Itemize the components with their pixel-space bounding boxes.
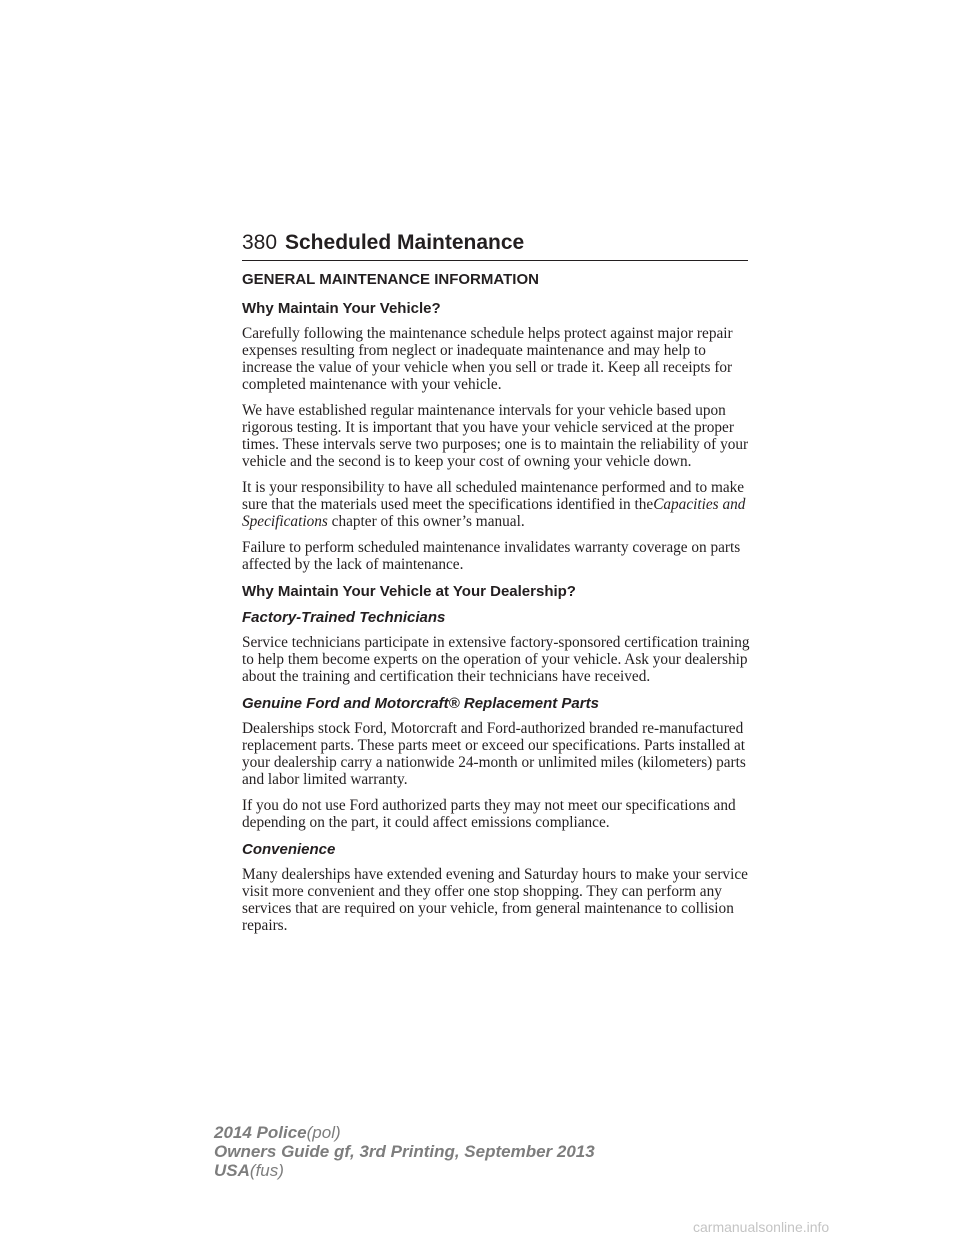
paragraph-4: Failure to perform scheduled maintenance invalidates warranty coverage on parts affected by the lack of maintenance.: [242, 539, 741, 573]
paragraph-8: Many dealerships have extended evening and Saturday hours to make your service visit more convenient and they offer one stop shopping. They can perform any services that are required on your vehicle, from general maintenance to collision repairs.: [242, 866, 748, 934]
footer-market-code: (fus): [249, 1161, 284, 1180]
paragraph-6: Dealerships stock Ford, Motorcraft and Ford-authorized branded re-manufactured replacement parts. These parts meet or exceed our specifications. Parts installed at your dealership carry a nationwide 24-month or unlimited miles (kilometers) parts and labor limited warranty.: [242, 720, 746, 788]
footer-line-3: [214, 1161, 595, 1180]
paragraph-3-start: It is your responsibility to have all scheduled maintenance performed and to make sure that the materials used meet the specifications identified in the: [242, 479, 745, 513]
print-footer: [214, 1123, 595, 1180]
paragraph-3: [242, 479, 752, 530]
section-title: GENERAL MAINTENANCE INFORMATION: [242, 271, 539, 288]
page-body: [242, 270, 752, 943]
heading-convenience: Convenience: [242, 841, 336, 858]
footer-model-code: (pol): [306, 1123, 341, 1142]
paragraph-1: Carefully following the maintenance schedule helps protect against major repair expenses resulting from neglect or inadequate maintenance and may help to increase the value of your vehicle when you sell or trade it. Keep all receipts for completed maintenance with your vehicle.: [242, 325, 733, 393]
footer-market: USA: [214, 1161, 250, 1180]
chapter-title: Scheduled Maintenance: [285, 231, 525, 254]
page-number: 380: [242, 231, 278, 254]
heading-technicians: Factory-Trained Technicians: [242, 609, 446, 626]
subheading-why-maintain: Why Maintain Your Vehicle?: [242, 300, 441, 317]
page-header: [242, 230, 748, 261]
paragraph-2: We have established regular maintenance intervals for your vehicle based upon rigorous testing. It is important that you have your vehicle serviced at the proper times. These intervals serve two purposes; one is to maintain the reliability of your vehicle and the second is to keep your cost of owning your vehicle down.: [242, 402, 749, 470]
footer-model: 2014 Police: [214, 1123, 307, 1142]
paragraph-5: Service technicians participate in extensive factory-sponsored certification training to help them become experts on the operation of your vehicle. Ask your dealership about the training and certification their technicians have received.: [242, 634, 750, 685]
footer-line-2: Owners Guide gf, 3rd Printing, September 2013: [214, 1142, 595, 1161]
footer-line-1: [214, 1123, 595, 1142]
paragraph-3-end: chapter of this owner’s manual.: [331, 513, 525, 530]
heading-replacement-parts: Genuine Ford and Motorcraft® Replacement Parts: [242, 695, 599, 712]
subheading-dealership: Why Maintain Your Vehicle at Your Dealership?: [242, 583, 576, 600]
capacities-specifications-reference: Capacities and Specifications: [242, 496, 746, 530]
paragraph-7: If you do not use Ford authorized parts they may not meet our specifications and depending on the part, it could affect emissions compliance.: [242, 797, 736, 831]
watermark: carmanualsonline.info: [693, 1219, 830, 1235]
